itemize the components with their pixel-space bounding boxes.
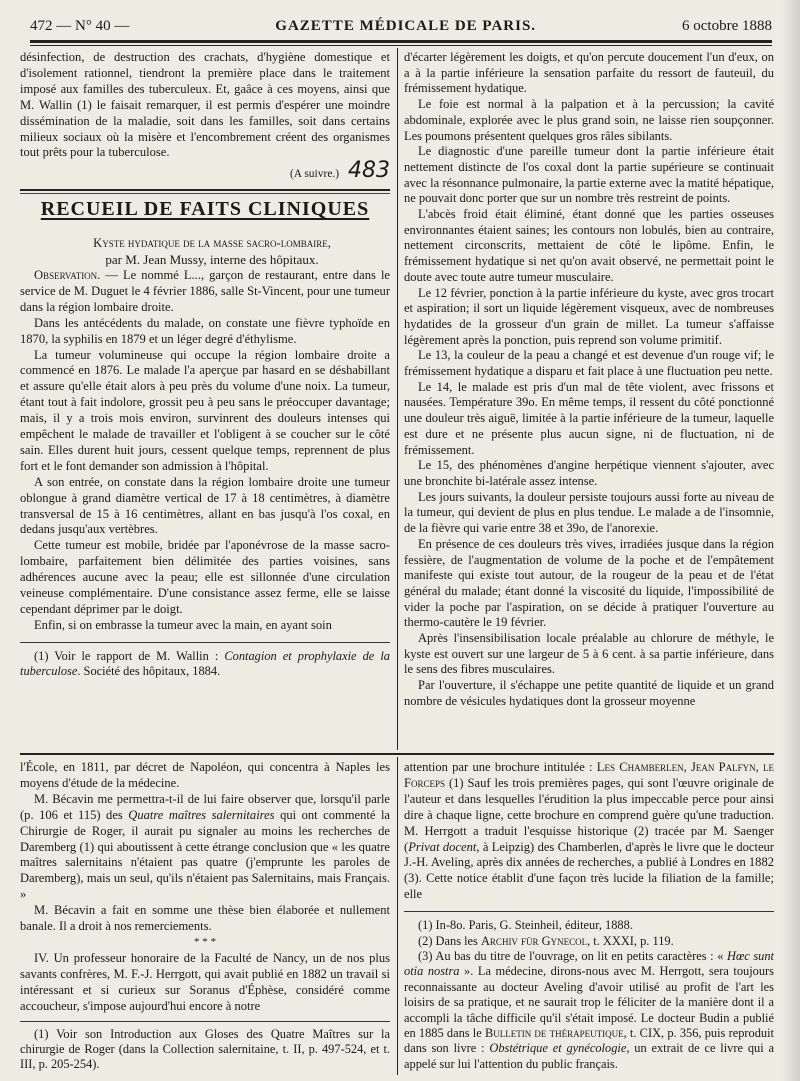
footnote: (1) Voir le rapport de M. Wallin : Contagion et prophylaxie de la tuberculose. Société des hôpitaux, 1884. <box>20 648 390 679</box>
issue-date: 6 octobre 1888 <box>682 17 772 34</box>
paragraph: Cette tumeur est mobile, bridée par l'aponévrose de la masse sacro-lombaire, parfaitement bien délimitée des parties voisines, sans adhérences aucune avec la peau; elle est sillonnée d'une circulation veineuse complémentaire. D'une consistance assez ferme, elle se laisse cependant déprimer par le doigt. <box>20 538 390 616</box>
header-rule-thin <box>30 45 772 46</box>
column-separator <box>397 757 398 1075</box>
to-be-continued <box>20 158 390 184</box>
footnote-divider <box>404 911 774 912</box>
observation-label: Observation. <box>34 267 101 282</box>
observation-paragraph: Observation. — Le nommé L..., garçon de restaurant, entre dans le service de M. Duguet le 4 février 1886, salle St-Vincent, pour une tumeur dans la région lombaire droite. <box>20 267 390 314</box>
paragraph: Le diagnostic d'une pareille tumeur dont la partie inférieure était nettement distincte de l'os coxal dont la partie supérieure se continuait avec la résonnance pulmonaire, la partie externe avec la matité hépatique, ne pouvait donc porter que sur un nombre très restreint de points. <box>404 144 774 206</box>
paragraph: attention par une brochure intitulée : Les Chamberlen, Jean Palfyn, le Forceps (1) Sauf les trois premières pages, qui sont l'œuvre originale de l'auteur et dans lesquelles l'érudition la plus impeccable perce pour ainsi dire à chaque ligne, cette brochure en comprend guère qu'une traduction. M. Herrgott a traduit l'esquisse historique (2) tracée par M. Saenger (Privat docent, à Leipzig) des Chamberlen, d'après le livre que le docteur J.-H. Aveling, après dix années de recherches, a publié à Londres en 1882 (3). Cette notice établit d'une façon très lucide la filiation de la famille; elle <box>404 760 775 902</box>
paragraph: l'École, en 1811, par décret de Napoléon, qui concentra à Naples les moyens d'étude de la médecine. <box>20 760 390 790</box>
footnote: (2) Dans les Archiv für Gynecol, t. XXXI, p. 119. <box>418 933 674 948</box>
footnote: (3) Au bas du titre de l'ouvrage, on lit en petits caractères : « Hœc sunt otia nostra ». La médecine, dirons-nous avec M. Herrgott, sera toujours reconnaissante au docteur Aveling d'avoir utilisé au profit de l'art les loisirs de sa pratique, et ne saurait trop le féliciter de la manière dont il a accompli la tâche difficile qu'il s'était imposé. Le docteur Budin a publié en 1885 dans le Bulletin de thérapeutique, t. CIX, p. 356, puis reproduit dans son livre : Obstétrique et gynécologie, un extrait de ce livre qui a appelé sur lui l'attention du public français. <box>404 948 775 1071</box>
case-author: par M. Jean Mussy, interne des hôpitaux. <box>105 252 319 268</box>
header-rule <box>30 40 772 43</box>
handwritten-number: 483 <box>348 158 390 184</box>
page-header <box>30 14 772 38</box>
paragraph: Le foie est normal à la palpation et à la percussion; la cavité abdominale, explorée avec le plus grand soin, ne laisse rien soupçonner. Les poumons présentent quelques gros râles sibilants. <box>404 97 774 143</box>
paragraph: Le 14, le malade est pris d'un mal de tête violent, avec frissons et nausées. Température 39o. En même temps, il ressent du côté ponctionné une douleur très aiguë, limitée à la partie inférieure de la tumeur, laquelle est dure et ne présente plus aucun signe, ni de fluctuation, ni de frémissement. <box>404 379 774 457</box>
page-number-issue: 472 — N° 40 — <box>30 17 130 34</box>
paragraph: Après l'insensibilisation locale préalable au chlorure de méthyle, le kyste est ouvert sur une largeur de 5 à 6 cent. à sa partie inférieure, dans le sens des fibres musculaires. <box>404 631 774 677</box>
column-top-left <box>20 50 390 680</box>
asterism: * * * <box>194 935 216 948</box>
paragraph: M. Bécavin a fait en somme une thèse bien élaborée et nullement banale. Il a droit à nos remerciements. <box>20 903 390 934</box>
column-bottom-right <box>404 760 774 1072</box>
section-divider <box>20 189 390 191</box>
paragraph: d'écarter légèrement les doigts, et qu'on percute doucement l'un d'eux, on a à la partie inférieure la sensation parfaite du ressort de fauteuil, du frémissement hydatique. <box>404 50 774 96</box>
section-divider-thin <box>20 193 390 194</box>
paragraph: Par l'ouverture, il s'échappe une petite quantité de liquide et un grand nombre de vésicules hydatiques dont la grosseur moyenne <box>404 678 774 708</box>
page-edge-shadow <box>782 0 800 1081</box>
paragraph: Les jours suivants, la douleur persiste toujours aussi forte au niveau de la tumeur, qui devient de plus en plus tendue. Le malade a de l'insomnie, de la fièvre qui varie entre 38 et 39o, de l'anorexie. <box>404 489 774 536</box>
paragraph: M. Bécavin me permettra-t-il de lui faire observer que, lorsqu'il parle (p. 106 et 115) des Quatre maîtres salernitaires qui ont commenté la Chirurgie de Roger, il aurait pu signaler au moins les recherches de Daremberg (1) qui aboutissent à cette étrange conclusion que « les quatre maîtres salernitains n'étaient pas quatre (j'emprunte les paroles de Daremberg), mais un seul, qu'ils n'étaient pas Salernitains, mais Français. » <box>20 791 390 902</box>
article-end-paragraph: désinfection, de destruction des crachats, d'hygiène domestique et d'isolement rationnel, tiendront la première place dans le traitement imposé aux familles des tuberculeux. Et, gaâce à ces moyens, ainsi que M. Wallin (1) le faisait remarquer, il est permis d'espérer une moindre dissémination de la maladie, soit dans les familles, soit dans certains milieux sociaux où la misère et l'encombrement créent des organismes tout prêts pour la tuberculose. <box>20 50 390 160</box>
mid-rule <box>20 753 774 755</box>
paragraph: Le 12 février, ponction à la partie inférieure du kyste, avec gros trocart et aspiration; il sort un liquide légèrement visqueux, avec de nombreuses hydatides de la grosseur d'un grain de millet. La tumeur s'affaisse légèrement après la ponction, puis reprend son volume primitif. <box>404 285 774 347</box>
journal-title: GAZETTE MÉDICALE DE PARIS. <box>275 17 537 34</box>
paragraph: A son entrée, on constate dans la région lombaire droite une tumeur oblongue à grand diamètre vertical de 17 à 18 centimètres, à diamètre transversal de 15 à 16 centimètres, allant en bas jusqu'à l'os coxal, en dedans jusqu'aux vertèbres. <box>20 474 390 537</box>
paragraph: L'abcès froid était éliminé, étant donné que les parties osseuses environnantes étaient saines; les contours non lobulés, bien au contraire, nettement circonscrits, mettaient de côté le lipôme. Enfin, le frémissement hydatique si net qu'on avait observé, ne permettait point le doute avec toute autre tumeur musculaire. <box>404 207 774 284</box>
paragraph: IV. Un professeur honoraire de la Faculté de Nancy, un de nos plus savants confrères, M. F.-J. Herrgott, qui avait publié en 1882 un travail si intéressant et si curieux sur Soranus d'Éphèse, considéré comme accoucheur, s'impose aujourd'hui encore à notre <box>20 950 390 1013</box>
paragraph: Enfin, si on embrasse la tumeur avec la main, en ayant soin <box>34 617 332 632</box>
paragraph: En présence de ces douleurs très vives, irradiées jusque dans la région fessière, de l'augmentation de volume de la poche et de l'empâtement manifeste qui existe tout autour, de la rougeur de la peau et de l'état général du malade; étant donné la viscosité du liquide, l'impossibilité de vider la poche par l'aspiration, on se décide à pratiquer l'ouverture au thermo-cautère le 19 février. <box>404 536 774 630</box>
case-title: Kyste hydatique de la masse sacro-lombaire, <box>93 236 331 251</box>
column-bottom-left <box>20 760 390 1073</box>
footnote-divider <box>20 1021 390 1022</box>
paragraph: La tumeur volumineuse qui occupe la région lombaire droite a commencé en 1876. Le malade l'a aperçue par hasard en se déshabillant et assure qu'elle était alors à peu près du volume d'une noix. La tumeur, étant tout à fait indolore, grossit peu à peu sans le préoccuper davantage; mais, il y a trois mois environ, survinrent des douleurs intenses qui empêchent le malade de travailler et l'obligent à se coucher sur le côté sain. Elles durent huit jours, cessent quelque temps, reprennent de plus fort et le font demander son admission à l'hôpital. <box>20 347 390 473</box>
column-separator <box>397 48 398 750</box>
column-top-right <box>404 50 774 710</box>
paragraph: Le 13, la couleur de la peau a changé et est devenue d'un rouge vif; le frémissement hydatique a disparu et fait place à une fluctuation peu nette. <box>404 348 774 379</box>
footnote: (1) In-8o. Paris, G. Steinheil, éditeur, 1888. <box>418 918 633 933</box>
suivre-label: (A suivre.) <box>289 168 340 181</box>
paragraph: Dans les antécédents du malade, on constate une fièvre typhoïde en 1870, la syphilis en 1879 et un léger degré d'éthylisme. <box>20 315 390 346</box>
footnote-divider <box>20 642 390 643</box>
section-title: RECUEIL DE FAITS CLINIQUES <box>40 198 370 221</box>
paragraph: Le 15, des phénomènes d'angine herpétique viennent s'ajouter, avec une bronchite bi-latérale assez intense. <box>404 458 774 488</box>
footnote: (1) Voir son Introduction aux Gloses des Quatre Maîtres sur la chirurgie de Roger (dans la Collection salernitaine, t. II, p. 497-524, et t. III, p. 205-254). <box>20 1026 390 1072</box>
